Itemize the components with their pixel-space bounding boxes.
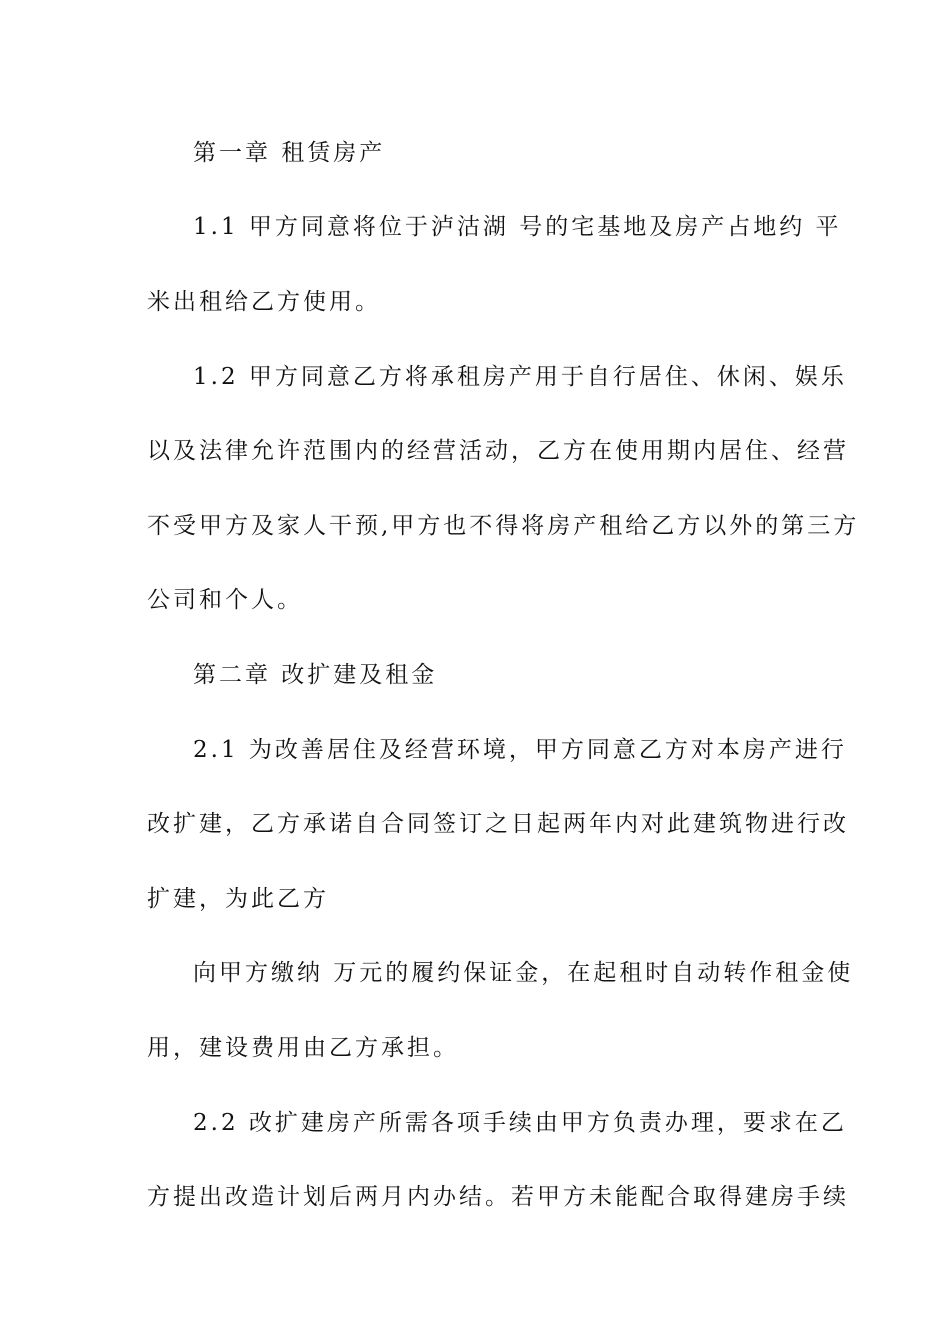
chapter-1-heading: 第一章 租赁房产 (193, 140, 386, 166)
clause-2-1-line-2: 改扩建，乙方承诺自合同签订之日起两年内对此建筑物进行改 (147, 811, 849, 837)
clause-2-2-line-1: 2.2 改扩建房产所需各项手续由甲方负责办理，要求在乙 (193, 1110, 847, 1136)
clause-1-2-line-3: 不受甲方及家人干预,甲方也不得将房产租给乙方以外的第三方 (147, 513, 860, 539)
clause-1-2-line-2: 以及法律允许范围内的经营活动，乙方在使用期内居住、经营 (147, 438, 849, 464)
chapter-2-heading: 第二章 改扩建及租金 (193, 662, 438, 688)
clause-1-1-line-2: 米出租给乙方使用。 (147, 289, 381, 315)
clause-2-1-line-3: 扩建，为此乙方 (147, 886, 329, 912)
clause-2-2-line-2: 方提出改造计划后两月内办结。若甲方未能配合取得建房手续 (147, 1184, 849, 1210)
clause-2-1-line-4: 向甲方缴纳 万元的履约保证金，在起租时自动转作租金使 (193, 960, 854, 986)
clause-2-1-line-5: 用，建设费用由乙方承担。 (147, 1035, 459, 1061)
clause-1-2-line-1: 1.2 甲方同意乙方将承租房产用于自行居住、休闲、娱乐 (193, 364, 847, 390)
clause-1-2-line-4: 公司和个人。 (147, 587, 303, 613)
clause-1-1-line-1: 1.1 甲方同意将位于泸沽湖 号的宅基地及房产占地约 平 (193, 214, 842, 240)
clause-2-1-line-1: 2.1 为改善居住及经营环境，甲方同意乙方对本房产进行 (193, 737, 847, 763)
